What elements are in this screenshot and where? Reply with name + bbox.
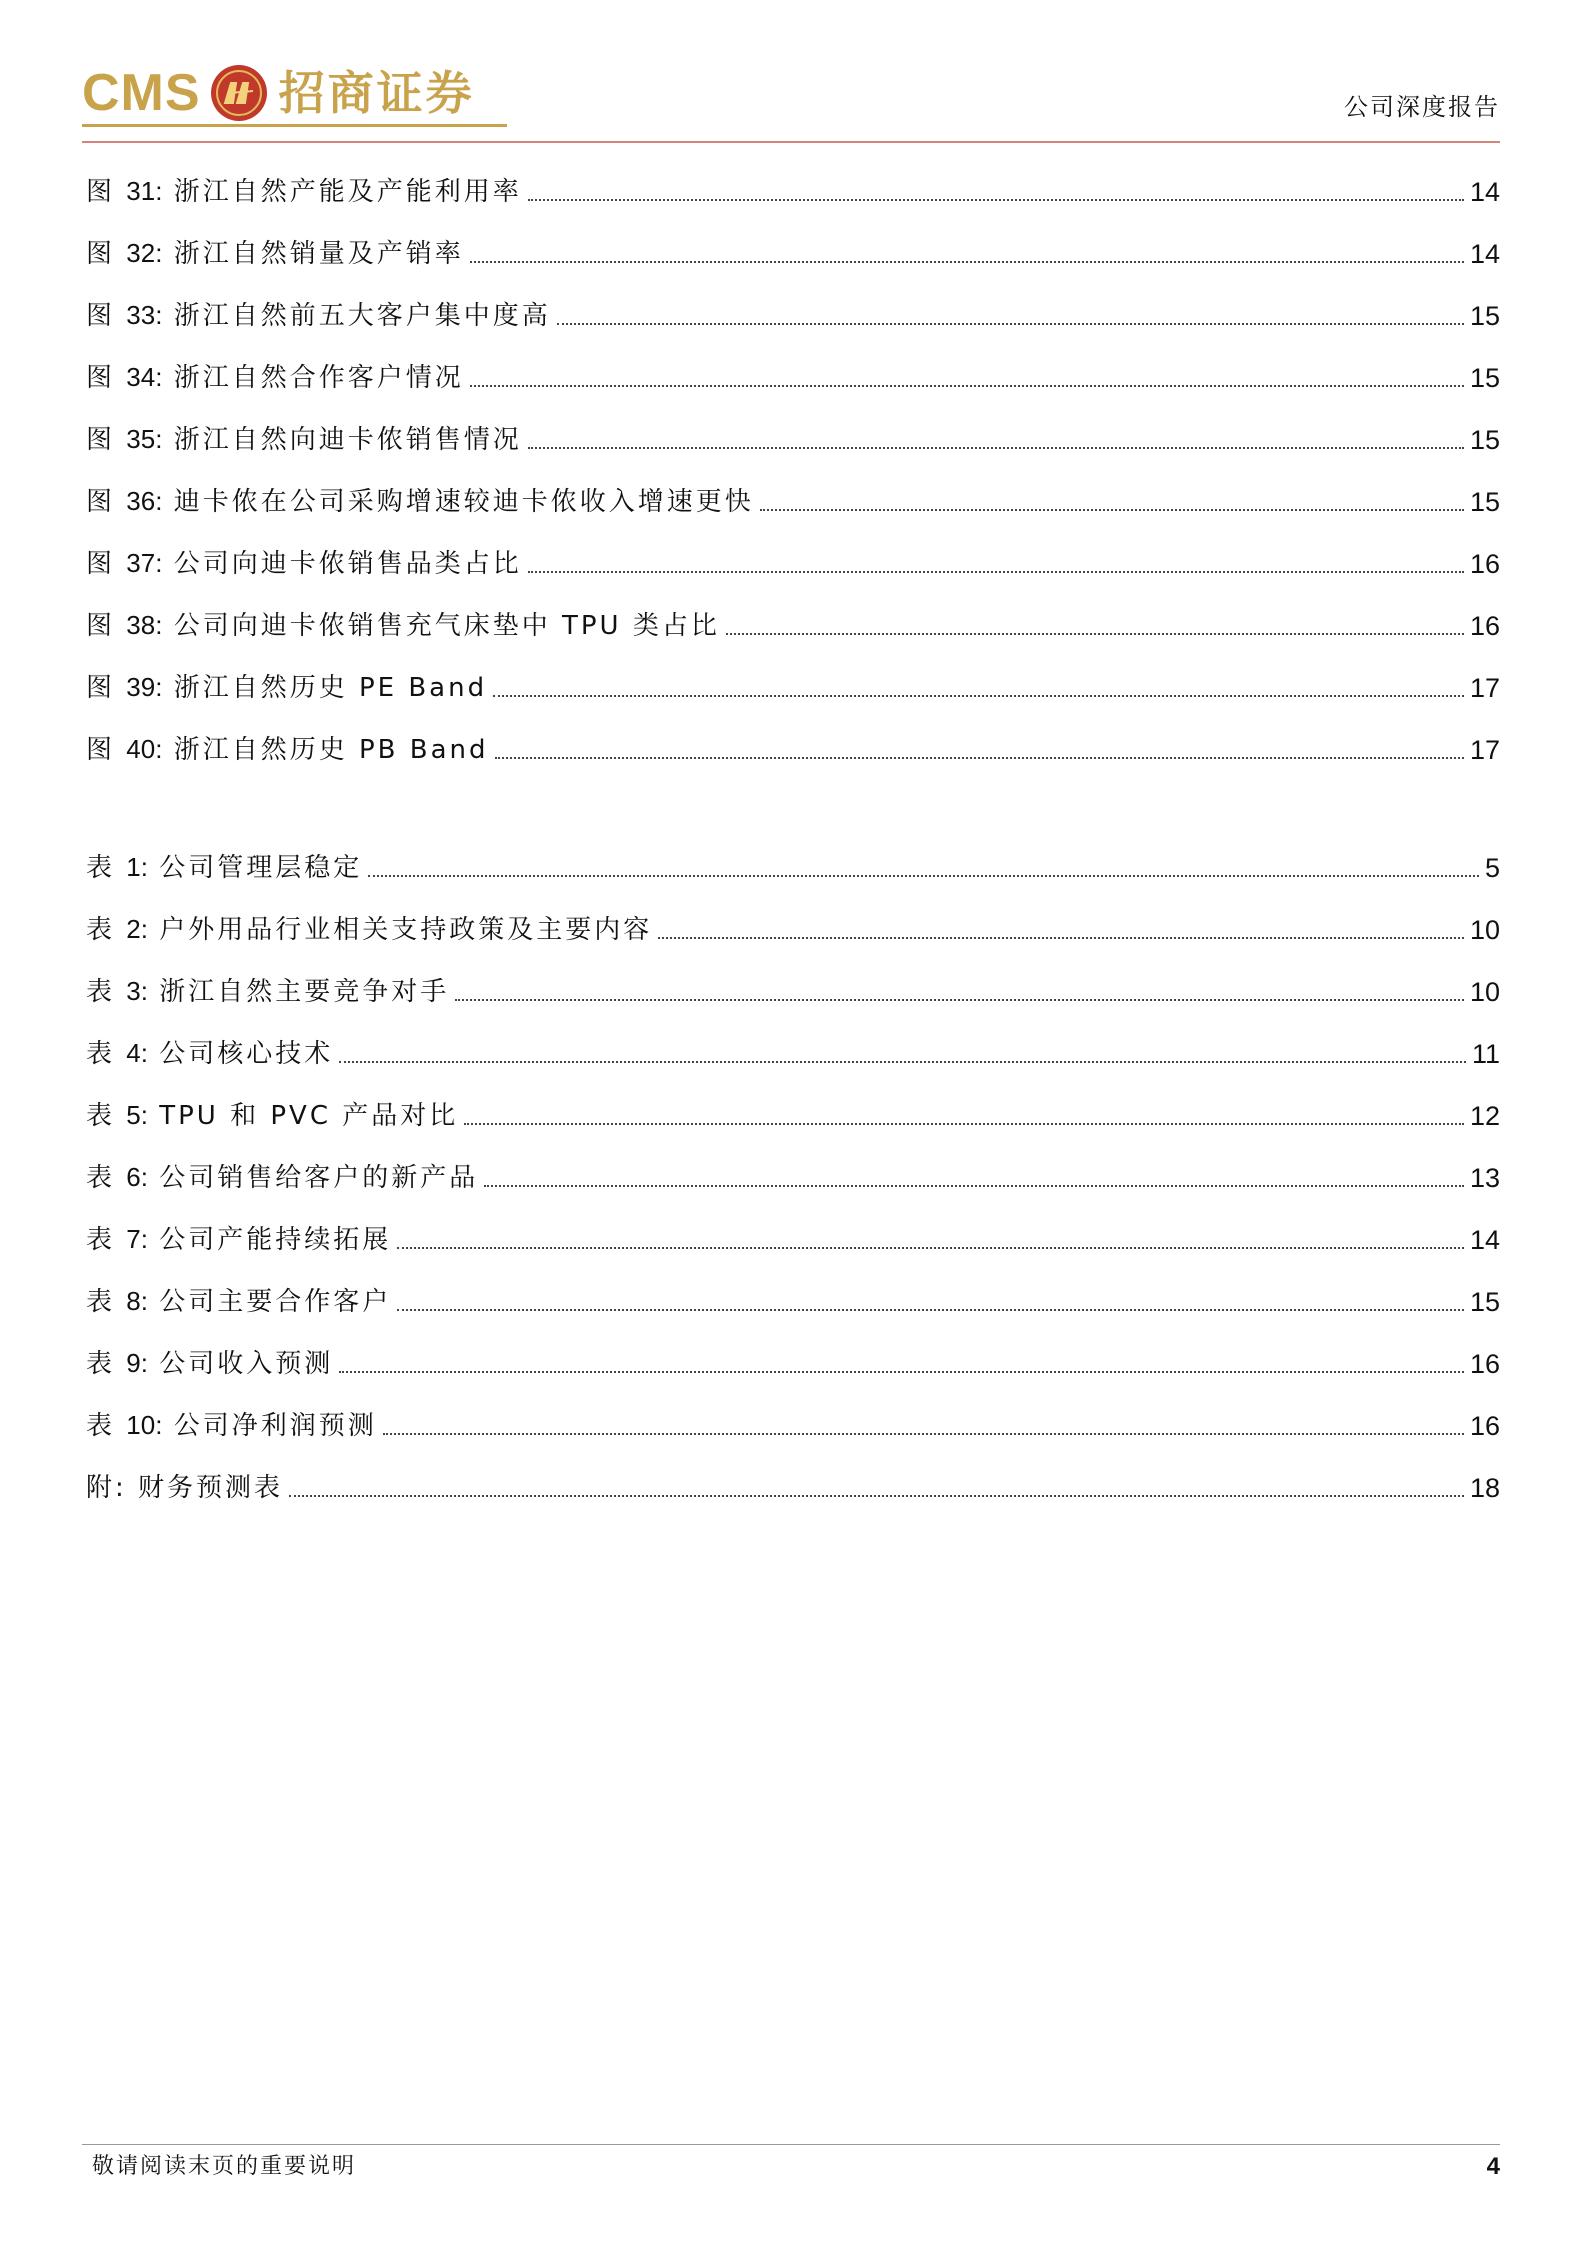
toc-page-number: 15 bbox=[1469, 487, 1500, 517]
toc-figure-entry[interactable] bbox=[86, 603, 1500, 643]
toc-figure-entry[interactable] bbox=[86, 355, 1500, 395]
toc-page-number: 14 bbox=[1469, 1225, 1500, 1255]
toc-figure-entry[interactable] bbox=[86, 541, 1500, 581]
toc-table-entry[interactable] bbox=[86, 1403, 1500, 1443]
toc-page-number: 15 bbox=[1469, 363, 1500, 393]
toc-entry-label: 表 7: 公司产能持续拓展 bbox=[86, 1224, 392, 1255]
toc-page-number: 13 bbox=[1469, 1163, 1500, 1193]
toc-entry-label: 图 31: 浙江自然产能及产能利用率 bbox=[86, 176, 522, 207]
toc-appendix-entry[interactable] bbox=[86, 1465, 1500, 1505]
toc-entry-label: 表 9: 公司收入预测 bbox=[86, 1348, 334, 1379]
toc-page-number: 14 bbox=[1469, 239, 1500, 269]
toc-page-number: 15 bbox=[1469, 425, 1500, 455]
toc-leader-dots bbox=[470, 261, 1464, 263]
header-divider bbox=[82, 141, 1500, 143]
toc-figure-entry[interactable] bbox=[86, 231, 1500, 271]
toc-entry-label: 表 2: 户外用品行业相关支持政策及主要内容 bbox=[86, 914, 653, 945]
footer-divider bbox=[82, 2144, 1500, 2145]
toc-page-number: 14 bbox=[1469, 177, 1500, 207]
toc-figure-entry[interactable] bbox=[86, 169, 1500, 209]
toc-entry-label: 附: 财务预测表 bbox=[86, 1473, 284, 1503]
toc-figure-entry[interactable] bbox=[86, 727, 1500, 767]
toc-leader-dots bbox=[464, 1123, 1464, 1125]
toc-entry-label: 图 40: 浙江自然历史 PB Band bbox=[86, 734, 489, 765]
toc-table-entry[interactable] bbox=[86, 1093, 1500, 1133]
toc-entry-label: 图 38: 公司向迪卡侬销售充气床垫中 TPU 类占比 bbox=[86, 610, 720, 641]
toc-figure-entry[interactable] bbox=[86, 293, 1500, 333]
logo-underline bbox=[82, 124, 507, 127]
toc-leader-dots bbox=[397, 1247, 1464, 1249]
toc-table-entry[interactable] bbox=[86, 969, 1500, 1009]
toc-page-number: 16 bbox=[1469, 549, 1500, 579]
toc-table-entry[interactable] bbox=[86, 1341, 1500, 1381]
toc-entry-label: 表 4: 公司核心技术 bbox=[86, 1038, 334, 1069]
toc-leader-dots bbox=[368, 875, 1479, 877]
toc-page-number: 16 bbox=[1469, 1411, 1500, 1441]
toc-table-entry[interactable] bbox=[86, 1031, 1500, 1071]
toc-leader-dots bbox=[289, 1495, 1464, 1497]
toc-entry-label: 图 33: 浙江自然前五大客户集中度高 bbox=[86, 300, 551, 331]
footer-disclaimer-note: 敬请阅读末页的重要说明 bbox=[92, 2154, 357, 2179]
toc-page-number: 12 bbox=[1469, 1101, 1500, 1131]
toc-leader-dots bbox=[760, 509, 1464, 511]
toc-page-number: 15 bbox=[1469, 1287, 1500, 1317]
toc-page-number: 17 bbox=[1469, 735, 1500, 765]
page-number: 4 bbox=[1486, 2153, 1500, 2180]
toc-leader-dots bbox=[658, 937, 1464, 939]
toc-entry-label: 图 32: 浙江自然销量及产销率 bbox=[86, 238, 464, 269]
toc-entry-label: 图 35: 浙江自然向迪卡侬销售情况 bbox=[86, 424, 522, 455]
toc-table-entry[interactable] bbox=[86, 1279, 1500, 1319]
company-logo bbox=[82, 60, 475, 126]
toc-page-number: 10 bbox=[1469, 977, 1500, 1007]
logo-text: CMS bbox=[82, 64, 201, 122]
toc-leader-dots bbox=[484, 1185, 1464, 1187]
toc-leader-dots bbox=[470, 385, 1464, 387]
logo-chinese-name: 招商证券 bbox=[278, 66, 475, 120]
toc-entry-label: 表 5: TPU 和 PVC 产品对比 bbox=[86, 1100, 459, 1131]
toc-page-number: 11 bbox=[1471, 1039, 1500, 1069]
toc-entry-label: 表 6: 公司销售给客户的新产品 bbox=[86, 1162, 479, 1193]
toc-entry-label: 表 8: 公司主要合作客户 bbox=[86, 1286, 392, 1317]
toc-entry-label: 表 1: 公司管理层稳定 bbox=[86, 852, 363, 883]
toc-table-entry[interactable] bbox=[86, 1155, 1500, 1195]
toc-leader-dots bbox=[383, 1433, 1464, 1435]
toc-page-number: 18 bbox=[1469, 1473, 1500, 1503]
toc-entry-label: 图 39: 浙江自然历史 PE Band bbox=[86, 672, 488, 703]
toc-leader-dots bbox=[455, 999, 1464, 1001]
toc-figure-entry[interactable] bbox=[86, 479, 1500, 519]
toc-leader-dots bbox=[493, 695, 1464, 697]
toc-leader-dots bbox=[339, 1061, 1466, 1063]
toc-leader-dots bbox=[528, 571, 1464, 573]
toc-entry-label: 表 3: 浙江自然主要竞争对手 bbox=[86, 976, 450, 1007]
toc-table-entry[interactable] bbox=[86, 1217, 1500, 1257]
toc-leader-dots bbox=[726, 633, 1464, 635]
toc-page-number: 5 bbox=[1484, 853, 1500, 883]
document-type: 公司深度报告 bbox=[1344, 93, 1500, 121]
logo-emblem-icon bbox=[209, 63, 269, 123]
toc-entry-label: 图 34: 浙江自然合作客户情况 bbox=[86, 362, 464, 393]
toc-entry-label: 图 36: 迪卡侬在公司采购增速较迪卡侬收入增速更快 bbox=[86, 486, 754, 517]
toc-figure-entry[interactable] bbox=[86, 665, 1500, 705]
toc-page-number: 15 bbox=[1469, 301, 1500, 331]
toc-leader-dots bbox=[557, 323, 1464, 325]
toc-page-number: 17 bbox=[1469, 673, 1500, 703]
toc-table-entry[interactable] bbox=[86, 907, 1500, 947]
toc-page-number: 10 bbox=[1469, 915, 1500, 945]
toc-entry-label: 图 37: 公司向迪卡侬销售品类占比 bbox=[86, 548, 522, 579]
toc-leader-dots bbox=[495, 757, 1464, 759]
toc-leader-dots bbox=[339, 1371, 1464, 1373]
toc-leader-dots bbox=[397, 1309, 1464, 1311]
toc-page-number: 16 bbox=[1469, 1349, 1500, 1379]
toc-leader-dots bbox=[528, 199, 1464, 201]
toc-page-number: 16 bbox=[1469, 611, 1500, 641]
toc-leader-dots bbox=[528, 447, 1464, 449]
toc-figure-entry[interactable] bbox=[86, 417, 1500, 457]
toc-table-entry[interactable] bbox=[86, 845, 1500, 885]
toc-entry-label: 表 10: 公司净利润预测 bbox=[86, 1410, 377, 1441]
